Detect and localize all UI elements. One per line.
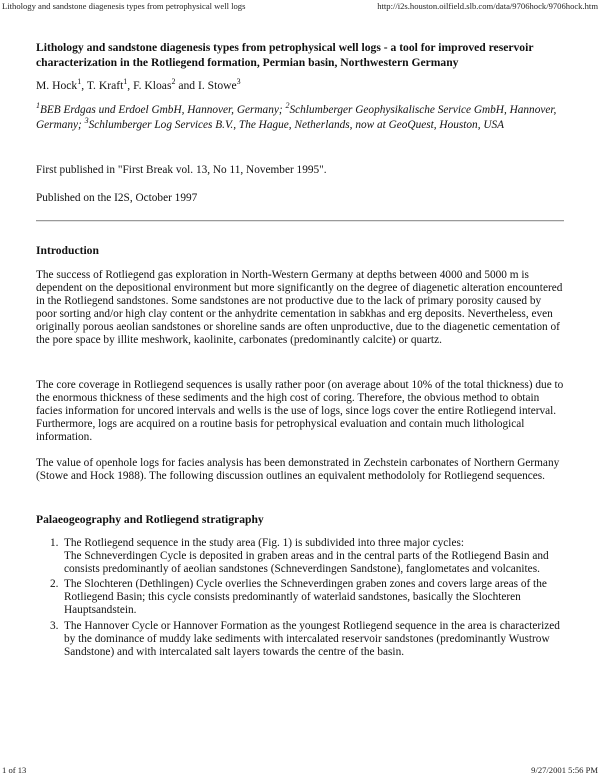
section-heading-introduction: Introduction [36, 244, 99, 257]
author: T. Kraft$^1$, [86, 77, 134, 92]
first-published-note: First published in "First Break vol. 13, No 11, November 1995". [36, 164, 327, 176]
affiliations: $^1$BEB Erdgas und Erdoel GmbH, Hannover, Germany; $^2$Schlumberger Geophysikalische Service GmbH, Hannover, Germany; $^3$Schlumberger Log Services B.V., The Hague, Netherlands, now at GeoQuest, Houston, USA [36, 101, 557, 131]
i2s-published-note: Published on the I2S, October 1997 [36, 192, 198, 204]
cycle-list [36, 537, 564, 661]
article-title: Lithology and sandstone diagenesis types from petrophysical well logs - a tool for improved reservoir characterization in the Rotliegend formation, Permian basin, Northwestern Germany [36, 41, 534, 69]
author: I. Stowe$^3$ [198, 77, 241, 92]
print-timestamp: 9/27/2001 5:56 PM [531, 765, 598, 775]
author-list [36, 78, 564, 93]
browser-print-header-title: Lithology and sandstone diagenesis types from petrophysical well logs [2, 1, 246, 11]
author: F. Kloas$^2$ and [133, 77, 199, 92]
intro-paragraph: The success of Rotliegend gas exploration in North-Western Germany at depths between 4000 and 5000 m is dependent on the depositional environment but more significantly on the degree of diagenetic alteration encountered in the Rotliegend sandstones. Some sandstones are not productive due to the lack of primary porosity caused by poor sorting and/or high clay content or the anhydrite cementation in sabkhas and erg deposits. Nevertheless, even originally porous aeolian sandstones or shoreline sands are often unproductive, due to the diagenetic cementation of the pore space by illite meshwork, kaolinite, carbonates (predominantly calcite) or quartz. [36, 269, 563, 347]
horizontal-rule [36, 220, 564, 222]
list-item: 1. The Rotliegend sequence in the study area (Fig. 1) is subdivided into three major cycles: The Schneverdingen Cycle is deposited in graben areas and in the central parts of the Rotliegend Basin and consists predominantly of aeolian sandstones (Schneverdingen Sandstone), fanglometates and volcanites. [50, 537, 549, 576]
section-heading-palaeogeography: Palaeogeography and Rotliegend stratigraphy [36, 513, 264, 526]
list-item: 3. The Hannover Cycle or Hannover Formation as the youngest Rotliegend sequence in the area is characterized by the dominance of muddy lake sediments with intercalated reservoir sandstones (predominantly Wustrow Sandstone) and with intercalated salt layers towards the centre of the basin. [50, 619, 560, 658]
browser-print-header-url: http://i2s.houston.oilfield.slb.com/data/9706hock/9706hock.htm [377, 1, 598, 11]
intro-paragraph: The value of openhole logs for facies analysis has been demonstrated in Zechstein carbonates of Northern Germany (Stowe and Hock 1988). The following discussion outlines an equivalent methodololy for Rotliegend sequences. [36, 457, 560, 483]
author: M. Hock$^1$, [36, 77, 87, 92]
list-item: 2. The Slochteren (Dethlingen) Cycle overlies the Schneverdingen graben zones and covers large areas of the Rotliegend Basin; this cycle consists predominantly of waterlaid sandstones, basically the Slochteren Hauptsandstein. [50, 578, 547, 617]
intro-paragraph: The core coverage in Rotliegend sequences is usally rather poor (on average about 10% of the total thickness) due to the enormous thickness of these sediments and the high cost of coring. Therefore, the obvious method to obtain facies information for uncored intervals and wells is the use of logs, since logs cover the entire Rotliegend interval. Furthermore, logs are acquired on a routine basis for petrophysical evaluation and contain much lithological information. [36, 379, 564, 444]
page-counter: 1 of 13 [2, 765, 27, 775]
